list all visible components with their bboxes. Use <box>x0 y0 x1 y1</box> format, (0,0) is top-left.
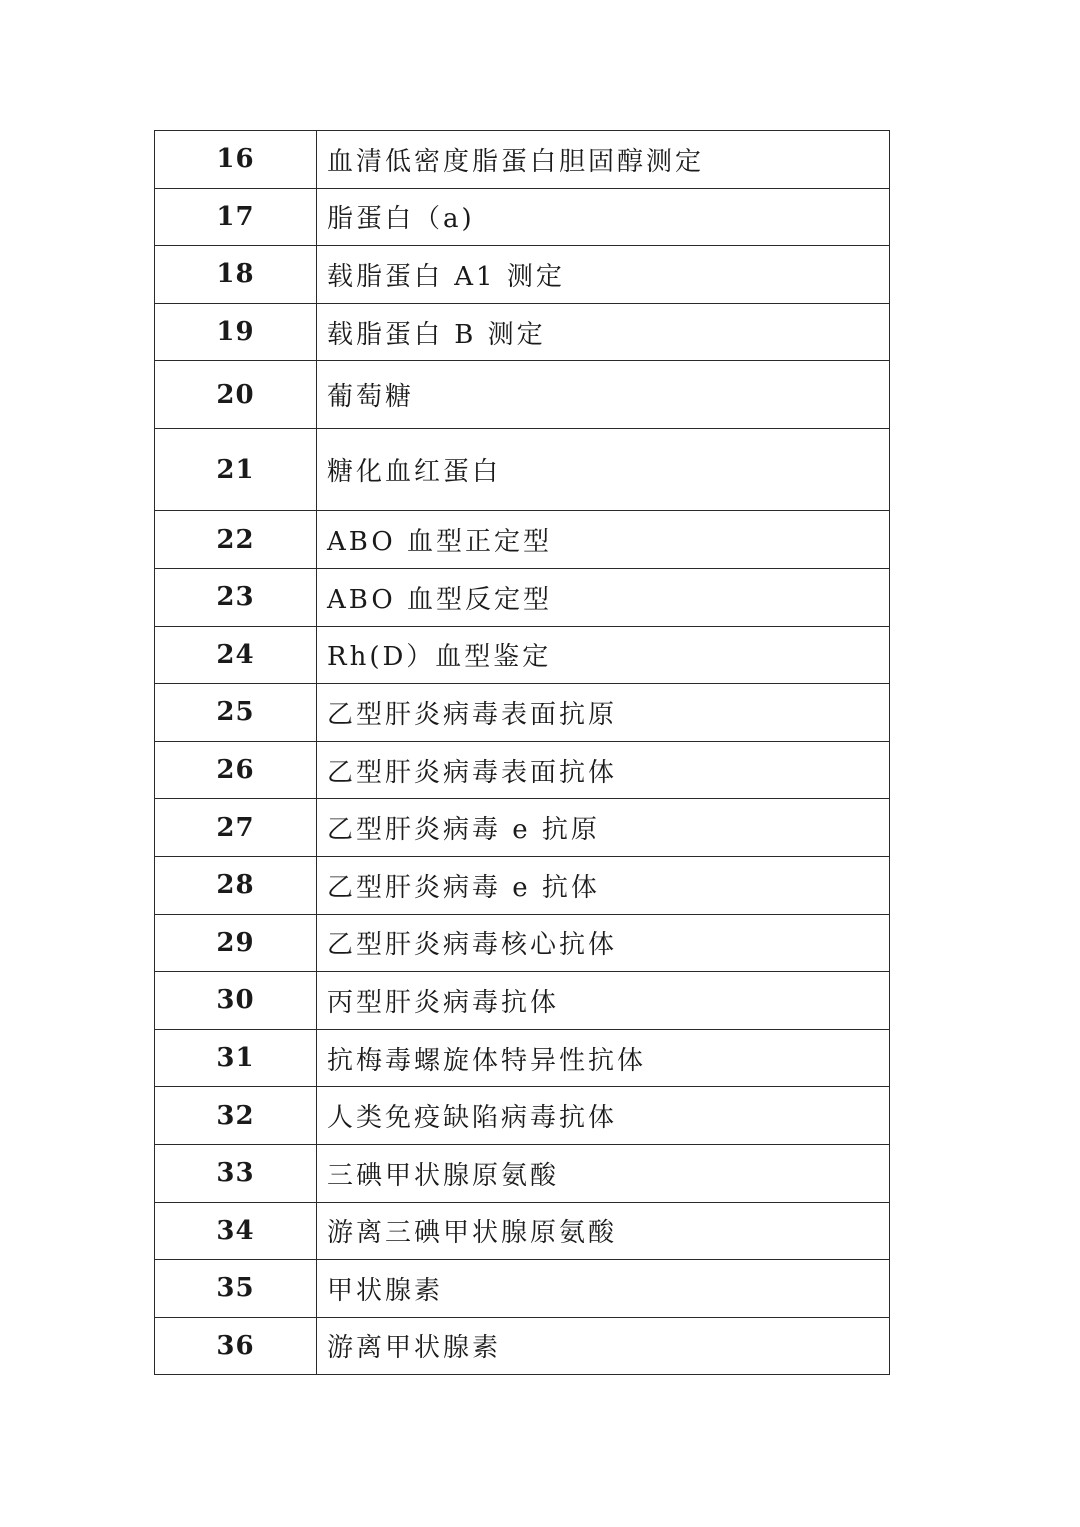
row-number: 24 <box>155 626 317 684</box>
table-row <box>155 246 890 304</box>
table-row <box>155 429 890 511</box>
table-row <box>155 1144 890 1202</box>
test-item-name: 葡萄糖 <box>317 361 890 429</box>
row-number: 34 <box>155 1202 317 1260</box>
table-row <box>155 188 890 246</box>
table-row <box>155 684 890 742</box>
test-item-name: 甲状腺素 <box>317 1260 890 1318</box>
table-row <box>155 799 890 857</box>
test-item-name: 乙型肝炎病毒核心抗体 <box>317 914 890 972</box>
test-item-name: 游离甲状腺素 <box>317 1317 890 1375</box>
row-number: 31 <box>155 1029 317 1087</box>
test-item-name: 丙型肝炎病毒抗体 <box>317 972 890 1030</box>
row-number: 16 <box>155 131 317 189</box>
row-number: 32 <box>155 1087 317 1145</box>
test-item-name: ABO 血型正定型 <box>317 511 890 569</box>
test-item-name: 糖化血红蛋白 <box>317 429 890 511</box>
table-row <box>155 856 890 914</box>
row-number: 22 <box>155 511 317 569</box>
test-item-name: 乙型肝炎病毒表面抗原 <box>317 684 890 742</box>
test-item-name: 乙型肝炎病毒 e 抗体 <box>317 856 890 914</box>
table-row <box>155 131 890 189</box>
row-number: 33 <box>155 1144 317 1202</box>
table-row <box>155 626 890 684</box>
row-number: 26 <box>155 741 317 799</box>
table-row <box>155 1317 890 1375</box>
row-number: 29 <box>155 914 317 972</box>
row-number: 19 <box>155 303 317 361</box>
row-number: 17 <box>155 188 317 246</box>
test-item-name: 载脂蛋白 B 测定 <box>317 303 890 361</box>
test-item-name: 乙型肝炎病毒表面抗体 <box>317 741 890 799</box>
test-item-name: 三碘甲状腺原氨酸 <box>317 1144 890 1202</box>
row-number: 21 <box>155 429 317 511</box>
row-number: 25 <box>155 684 317 742</box>
table-row <box>155 1260 890 1318</box>
table-row <box>155 914 890 972</box>
table-row <box>155 511 890 569</box>
test-item-name: 游离三碘甲状腺原氨酸 <box>317 1202 890 1260</box>
row-number: 35 <box>155 1260 317 1318</box>
test-item-name: 乙型肝炎病毒 e 抗原 <box>317 799 890 857</box>
test-item-name: 脂蛋白（a) <box>317 188 890 246</box>
table-row <box>155 303 890 361</box>
test-item-name: ABO 血型反定型 <box>317 568 890 626</box>
table-row <box>155 972 890 1030</box>
test-item-name: Rh(D）血型鉴定 <box>317 626 890 684</box>
row-number: 20 <box>155 361 317 429</box>
table-row <box>155 361 890 429</box>
test-items-table-container <box>154 130 890 1375</box>
test-item-name: 抗梅毒螺旋体特异性抗体 <box>317 1029 890 1087</box>
row-number: 36 <box>155 1317 317 1375</box>
table-row <box>155 568 890 626</box>
test-item-name: 载脂蛋白 A1 测定 <box>317 246 890 304</box>
table-row <box>155 1202 890 1260</box>
row-number: 28 <box>155 856 317 914</box>
row-number: 30 <box>155 972 317 1030</box>
table-row <box>155 741 890 799</box>
row-number: 18 <box>155 246 317 304</box>
test-item-name: 血清低密度脂蛋白胆固醇测定 <box>317 131 890 189</box>
table-row <box>155 1029 890 1087</box>
row-number: 23 <box>155 568 317 626</box>
row-number: 27 <box>155 799 317 857</box>
test-item-name: 人类免疫缺陷病毒抗体 <box>317 1087 890 1145</box>
test-items-table <box>154 130 890 1375</box>
table-row <box>155 1087 890 1145</box>
